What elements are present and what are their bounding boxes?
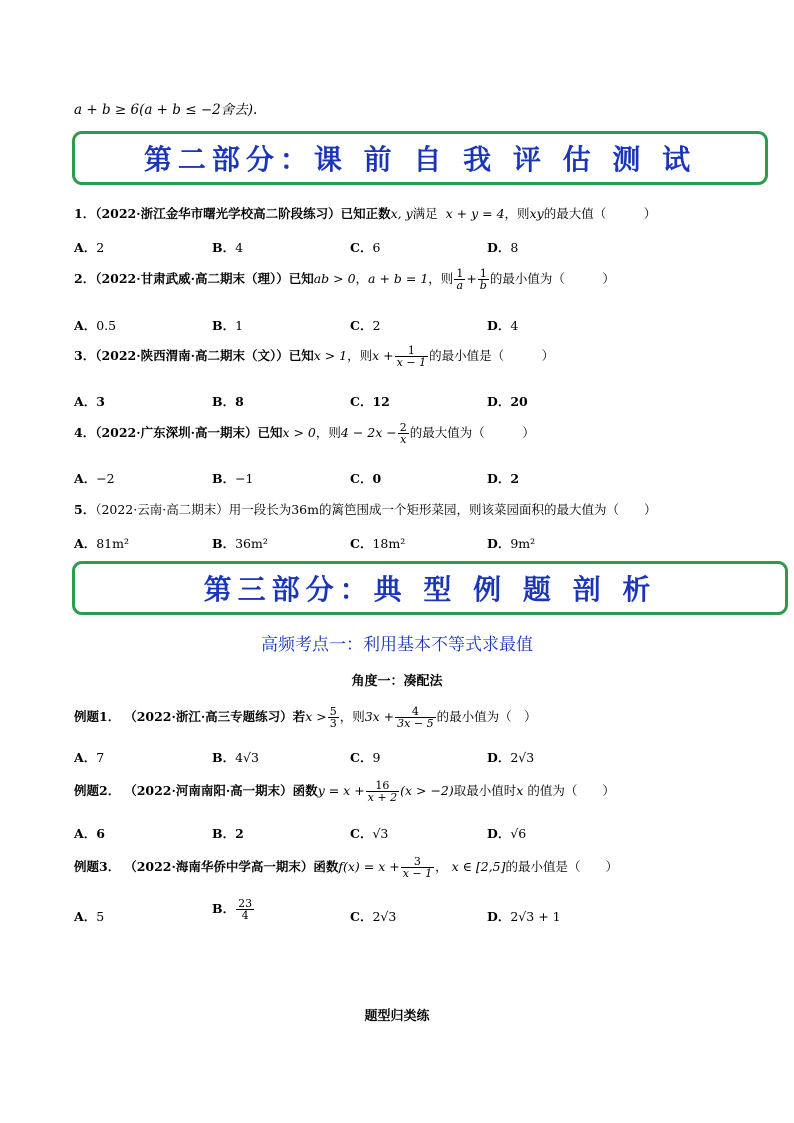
option-value: 0.5 [96, 318, 117, 333]
option-value: 8 [510, 240, 519, 255]
option-value: 2 [235, 826, 244, 841]
option-label: C． [350, 826, 373, 841]
example-source: （2022·海南华侨中学高一期末）函数 [124, 859, 339, 874]
numerator: 1 [479, 267, 487, 280]
option-value: 1 [235, 318, 244, 333]
math-inline: x + [372, 348, 394, 363]
example-1 [74, 706, 537, 729]
numerator: 1 [456, 267, 464, 280]
option-b[interactable] [212, 238, 243, 256]
fraction [366, 780, 399, 803]
section-title: 第三部分：典 型 例 题 剖 析 [203, 573, 657, 606]
option-label: B． [212, 901, 236, 916]
option-value: 4 [235, 240, 244, 255]
option-label: D． [487, 394, 511, 409]
option-label: D． [487, 750, 511, 765]
numerator: 4 [411, 705, 419, 718]
question-text: ，则 [339, 709, 365, 724]
question-text: 的最小值是（ ） [429, 348, 555, 363]
section-title: 第二部分：课 前 自 我 评 估 测 试 [143, 143, 697, 176]
option-label: A． [74, 394, 97, 409]
option-c[interactable] [350, 392, 390, 410]
example-number: 例题1． [74, 709, 121, 724]
topic-title: 高频考点一：利用基本不等式求最值 [261, 635, 533, 655]
option-label: A． [74, 909, 97, 924]
question-5 [74, 500, 656, 518]
option-value: 20 [510, 394, 528, 409]
question-number: 2． [74, 271, 96, 286]
option-label: C． [350, 909, 373, 924]
option-value: 2√3 + 1 [510, 909, 561, 924]
option-c[interactable] [350, 748, 380, 766]
option-value: 7 [96, 750, 105, 765]
question-text: 的最小值为（ ） [489, 271, 615, 286]
option-value: 12 [372, 394, 390, 409]
question-text: 的最小值为（ ） [436, 709, 537, 724]
option-c[interactable] [350, 238, 380, 256]
option-value: 18m² [372, 536, 406, 551]
option-c[interactable] [350, 907, 396, 925]
math-inline: y = x + [317, 783, 365, 798]
option-value: 8 [235, 394, 244, 409]
math-inline: a + b = 1 [368, 271, 429, 286]
example-3 [74, 856, 618, 879]
option-value: 0 [372, 471, 382, 486]
math-inline: x + y = 4 [445, 206, 505, 221]
option-d[interactable] [487, 907, 561, 925]
option-label: B． [212, 826, 236, 841]
question-number: 3． [74, 348, 96, 363]
math-inline: ab > 0 [313, 271, 356, 286]
fraction [236, 898, 254, 921]
question-number: 1． [74, 206, 96, 221]
question-2 [74, 268, 615, 291]
option-a[interactable] [74, 907, 104, 925]
question-source: （2022·浙江金华市曙光学校高二阶段练习）已知正数 [95, 206, 391, 221]
option-label: B． [212, 471, 236, 486]
numerator: 3 [413, 855, 421, 868]
option-c[interactable] [350, 469, 381, 487]
practice-section-title: 题型归类练 [364, 1009, 430, 1024]
option-label: C． [350, 750, 373, 765]
question-4 [74, 422, 535, 445]
fraction [395, 706, 435, 729]
denominator: x + 2 [367, 791, 398, 804]
question-text: ，则 [504, 206, 530, 221]
option-d[interactable] [487, 534, 535, 552]
denominator: 3x − 5 [397, 717, 434, 730]
option-d[interactable] [487, 392, 528, 410]
math-inline: x > [305, 709, 327, 724]
option-label: B． [212, 240, 236, 255]
option-value: 2 [510, 471, 520, 486]
option-label: A． [74, 536, 97, 551]
question-source: （2022·广东深圳·高一期末）已知 [95, 425, 283, 440]
option-b[interactable] [212, 898, 255, 921]
previous-answer-line: a + b ≥ 6(a + b ≤ −2舍去). [74, 102, 258, 118]
option-value: 9 [372, 750, 381, 765]
denominator: x − 1 [396, 356, 427, 369]
option-a[interactable] [74, 824, 105, 842]
example-source: （2022·河南南阳·高一期末）函数 [124, 783, 318, 798]
option-label: C． [350, 536, 373, 551]
option-a[interactable] [74, 316, 116, 334]
example-2 [74, 780, 615, 803]
denominator: 3 [329, 717, 337, 730]
question-source: （2022·陕西渭南·高二期末（文））已知 [95, 348, 314, 363]
example-number: 例题3． [74, 859, 121, 874]
fraction [395, 345, 428, 368]
math-inline: + [466, 271, 477, 286]
denominator: x [398, 433, 409, 445]
question-text: ， [435, 859, 448, 874]
numerator: 23 [238, 897, 253, 910]
option-value: 6 [372, 240, 381, 255]
question-text: ， [355, 271, 369, 286]
option-value: 4 [510, 318, 519, 333]
option-b[interactable] [212, 392, 244, 410]
option-label: C． [350, 318, 373, 333]
option-c[interactable] [350, 534, 405, 552]
numerator: 5 [329, 705, 337, 718]
example-source: （2022·浙江·高三专题练习）若 [124, 709, 306, 724]
question-text: 满足 [412, 206, 438, 221]
option-label: D． [487, 909, 511, 924]
option-value: 36m² [235, 536, 268, 551]
option-d[interactable] [487, 824, 526, 842]
example-number: 例题2． [74, 783, 121, 798]
numerator: 1 [407, 344, 415, 357]
math-inline: x > 0 [282, 425, 316, 440]
option-label: B． [212, 536, 236, 551]
option-label: C． [350, 394, 373, 409]
fraction [328, 706, 339, 729]
option-label: D． [487, 240, 511, 255]
option-b[interactable] [212, 748, 259, 766]
option-value: 5 [96, 909, 105, 924]
option-a[interactable] [74, 238, 104, 256]
math-inline: (x > −2) [400, 783, 454, 798]
angle-title: 角度一：凑配法 [351, 674, 443, 689]
option-label: D． [487, 826, 511, 841]
question-3 [74, 345, 554, 368]
option-label: C． [350, 240, 373, 255]
option-b[interactable] [212, 534, 268, 552]
question-number: 5． [74, 502, 96, 517]
option-value: 4√3 [235, 750, 259, 765]
option-label: A． [74, 471, 97, 486]
fraction [478, 268, 489, 291]
option-c[interactable] [350, 316, 380, 334]
option-value: 2 [372, 318, 381, 333]
question-text: 的最小值是（ ） [505, 859, 619, 874]
option-label: A． [74, 240, 97, 255]
math-inline: xy [529, 206, 544, 221]
option-a[interactable] [74, 534, 129, 552]
option-label: A． [74, 750, 97, 765]
question-text: 的值为（ ） [527, 783, 615, 798]
denominator: x − 1 [402, 867, 433, 880]
option-label: C． [350, 471, 373, 486]
fraction [454, 268, 465, 291]
option-value: 2√3 [510, 750, 535, 765]
fraction [398, 422, 409, 445]
math-inline: x [516, 783, 524, 798]
math-inline: x, y [390, 206, 413, 221]
option-label: B． [212, 394, 236, 409]
option-value: −2 [96, 471, 115, 486]
option-value: √6 [510, 826, 527, 841]
option-label: B． [212, 750, 236, 765]
question-text: （2022·云南·高二期末）用一段长为36m的篱笆围成一个矩形菜园，则该菜园面积的最大值为（ ） [95, 502, 657, 517]
denominator: a [454, 279, 465, 291]
option-a[interactable] [74, 392, 105, 410]
option-value: 3 [96, 394, 105, 409]
option-c[interactable] [350, 824, 388, 842]
question-text: 的最大值（ ） [543, 206, 657, 221]
option-label: D． [487, 536, 511, 551]
option-a[interactable] [74, 748, 104, 766]
option-label: B． [212, 318, 236, 333]
section-banner-example-analysis [72, 561, 788, 615]
question-text: 的最大值为（ ） [409, 425, 535, 440]
math-inline: 4 − 2x − [340, 425, 397, 440]
option-d[interactable] [487, 748, 534, 766]
option-label: A． [74, 826, 97, 841]
question-text: ，则 [428, 271, 454, 286]
option-label: A． [74, 318, 97, 333]
question-number: 4． [74, 425, 96, 440]
option-b[interactable] [212, 824, 244, 842]
option-d[interactable] [487, 238, 518, 256]
option-value: 6 [96, 826, 105, 841]
denominator: 4 [236, 909, 254, 921]
question-source: （2022·甘肃武威·高二期末（理））已知 [95, 271, 314, 286]
math-inline: f(x) = x + [338, 859, 400, 874]
question-text: ，则 [347, 348, 373, 363]
question-text: ，则 [315, 425, 341, 440]
section-banner-self-assessment [72, 131, 768, 185]
numerator: 2 [399, 421, 407, 434]
option-d[interactable] [487, 469, 519, 487]
option-value: 2 [96, 240, 105, 255]
option-a[interactable] [74, 469, 115, 487]
option-value: −1 [235, 471, 254, 486]
option-label: D． [487, 471, 511, 486]
option-value: 81m² [96, 536, 129, 551]
fraction [401, 856, 434, 879]
option-value: √3 [372, 826, 389, 841]
option-d[interactable] [487, 316, 518, 334]
math-inline: 3x + [364, 709, 395, 724]
option-b[interactable] [212, 316, 243, 334]
question-1 [74, 204, 656, 222]
option-value: 2√3 [372, 909, 397, 924]
math-inline: x ∈ [2,5] [451, 859, 506, 874]
denominator: b [479, 279, 487, 292]
option-b[interactable] [212, 469, 254, 487]
option-label: D． [487, 318, 511, 333]
numerator: 16 [375, 779, 390, 792]
math-inline: x > 1 [313, 348, 348, 363]
option-value: 9m² [510, 536, 536, 551]
question-text: 取最小值时 [453, 783, 517, 798]
